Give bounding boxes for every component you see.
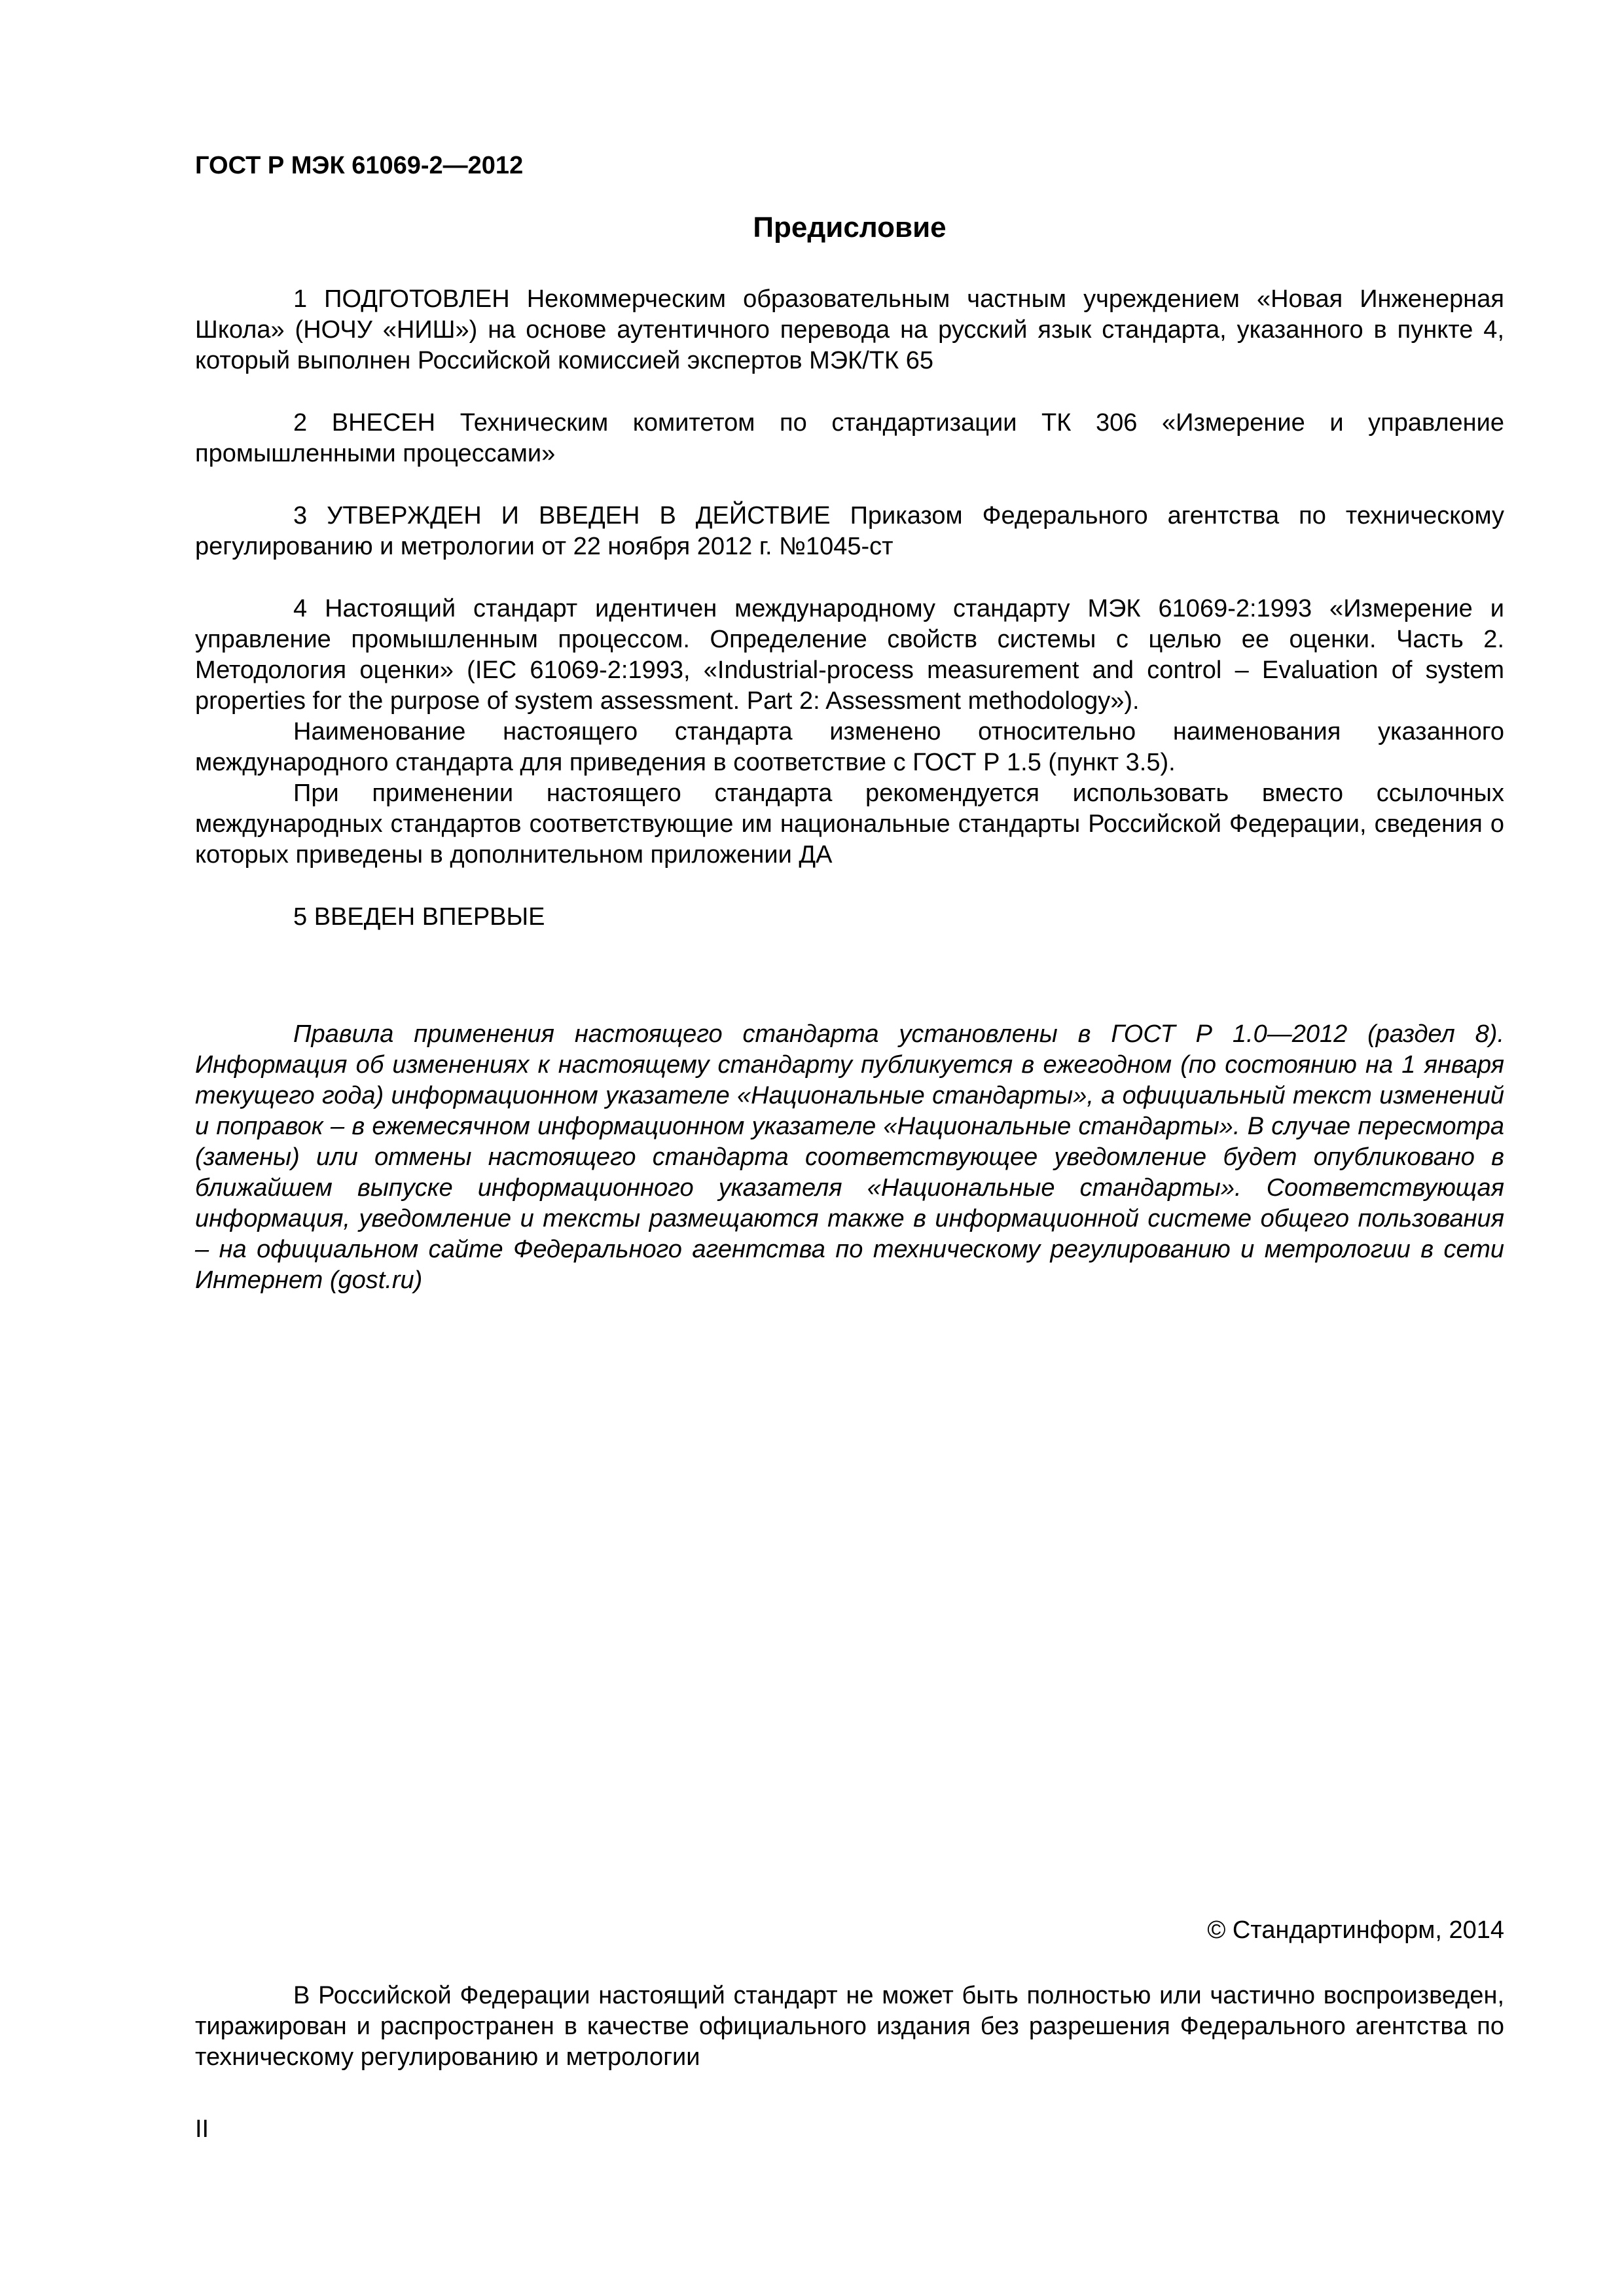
paragraph-name-changed: Наименование настоящего стандарта изменено относительно наименования указанного международного стандарта для приведения в соответствие с ГОСТ Р 1.5 (пункт 3.5). [195,718,1504,776]
application-rules-note: Правила применения настоящего стандарта установлены в ГОСТ Р 1.0—2012 (раздел 8). Информация об изменениях к настоящему стандарту публикуется в ежегодном (по состоянию на 1 января текущего года) информационном указателе «Национальные стандарты», а официальный текст изменений и поправок – в ежемесячном информационном указателе «Национальные стандарты». В случае пересмотра (замены) или отмены настоящего стандарта соответствующее уведомление будет опубликовано в ближайшем выпуске информационного указателя «Национальные стандарты». Соответствующая информация, уведомление и тексты размещаются также в информационной системе общего пользования – на официальном сайте Федерального агентства по техническому регулированию и метрологии в сети Интернет (gost.ru) [195,1020,1504,1294]
copyright-line: © Стандартинформ, 2014 [1207,1916,1504,1944]
foreword-title: Предисловие [753,211,947,243]
paragraph-first-introduced: 5 ВВЕДЕН ВПЕРВЫЕ [293,903,545,931]
paragraph-prepared: 1 ПОДГОТОВЛЕН Некоммерческим образовательным частным учреждением «Новая Инженерная Школа» (НОЧУ «НИШ») на основе аутентичного перевода на русский язык стандарта, указанного в пункте 4, который выполнен Российской комиссией экспертов МЭК/ТК 65 [195,285,1504,374]
standard-code-header: ГОСТ Р МЭК 61069-2—2012 [195,152,524,179]
paragraph-approved: 3 УТВЕРЖДЕН И ВВЕДЕН В ДЕЙСТВИЕ Приказом Федерального агентства по техническому регулированию и метрологии от 22 ноября 2012 г. №1045-ст [195,502,1504,560]
foreword-section [195,209,1504,1296]
page-number: II [195,2115,209,2143]
paragraph-references: При применении настоящего стандарта рекомендуется использовать вместо ссылочных международных стандартов соответствующие им национальные стандарты Российской Федерации, сведения о которых приведены в дополнительном приложении ДА [195,780,1504,869]
reproduction-notice: В Российской Федерации настоящий стандарт не может быть полностью или частично воспроизведен, тиражирован и распространен в качестве официального издания без разрешения Федерального агентства по техническому регулированию и метрологии [195,1982,1504,2071]
paragraph-introduced: 2 ВНЕСЕН Техническим комитетом по стандартизации ТК 306 «Измерение и управление промышленными процессами» [195,409,1504,467]
paragraph-identical: 4 Настоящий стандарт идентичен международному стандарту МЭК 61069-2:1993 «Измерение и управление промышленным процессом. Определение свойств системы с целью ее оценки. Часть 2. Методология оценки» (IEC 61069-2:1993, «Industrial-process measurement and control – Evaluation of system properties for the purpose of system assessment. Part 2: Assessment methodology»). [195,595,1504,715]
